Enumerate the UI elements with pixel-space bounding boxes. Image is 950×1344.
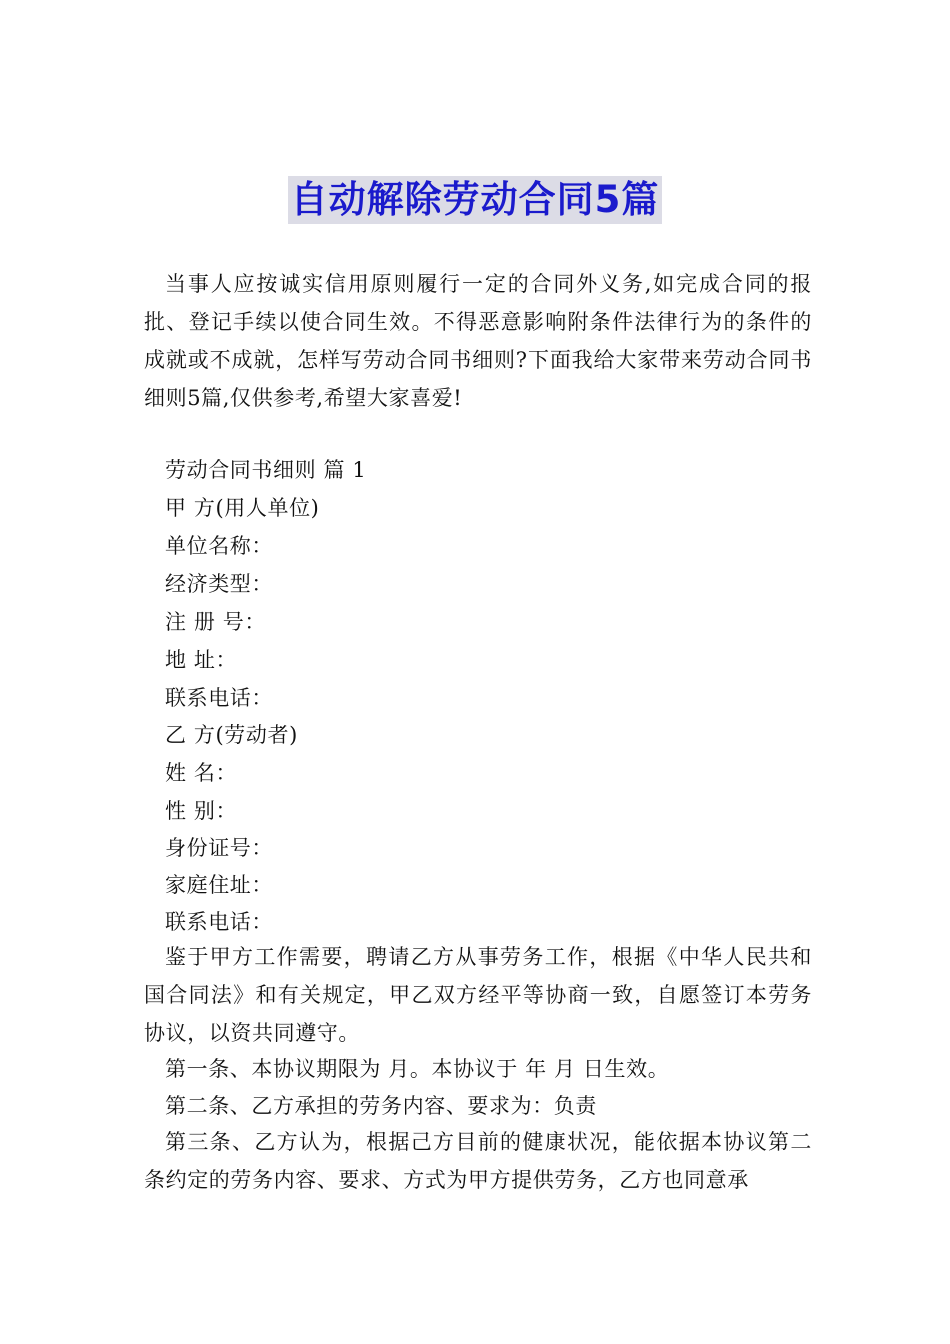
party-b-label: 乙 方(劳动者) (165, 723, 298, 747)
party-a-label: 甲 方(用人单位) (165, 496, 320, 520)
title-container (0, 176, 950, 224)
phone-a-field: 联系电话： (165, 686, 273, 710)
id-no-field: 身份证号： (165, 836, 273, 860)
name-field: 姓 名： (165, 761, 238, 785)
preamble-paragraph: 鉴于甲方工作需要，聘请乙方从事劳务工作，根据《中华人民共和国合同法》和有关规定，甲乙双方经平等协商一致，自愿签订本劳务协议，以资共同遵守。 (144, 945, 812, 1045)
home-address-field: 家庭住址： (165, 873, 273, 897)
gender-field: 性 别： (165, 799, 238, 823)
section-heading: 劳动合同书细则 篇 1 (165, 458, 367, 482)
address-field: 地 址： (165, 648, 238, 672)
document-title: 自动解除劳动合同5篇 (288, 176, 663, 224)
article-3: 第三条、乙方认为，根据己方目前的健康状况，能依据本协议第二条约定的劳务内容、要求、方式为甲方提供劳务，乙方也同意承 (144, 1130, 812, 1192)
intro-paragraph: 当事人应按诚实信用原则履行一定的合同外义务,如完成合同的报批、登记手续以使合同生效。不得恶意影响附条件法律行为的条件的成就或不成就，怎样写劳动合同书细则?下面我给大家带来劳动合同书细则5篇,仅供参考,希望大家喜爱! (144, 272, 812, 410)
unit-name-field: 单位名称： (165, 534, 273, 558)
phone-b-field: 联系电话： (165, 910, 273, 934)
article-2: 第二条、乙方承担的劳务内容、要求为：负责 (165, 1094, 597, 1118)
article-1: 第一条、本协议期限为 月。本协议于 年 月 日生效。 (165, 1057, 670, 1081)
registration-no-field: 注 册 号： (165, 610, 266, 634)
economic-type-field: 经济类型： (165, 572, 273, 596)
